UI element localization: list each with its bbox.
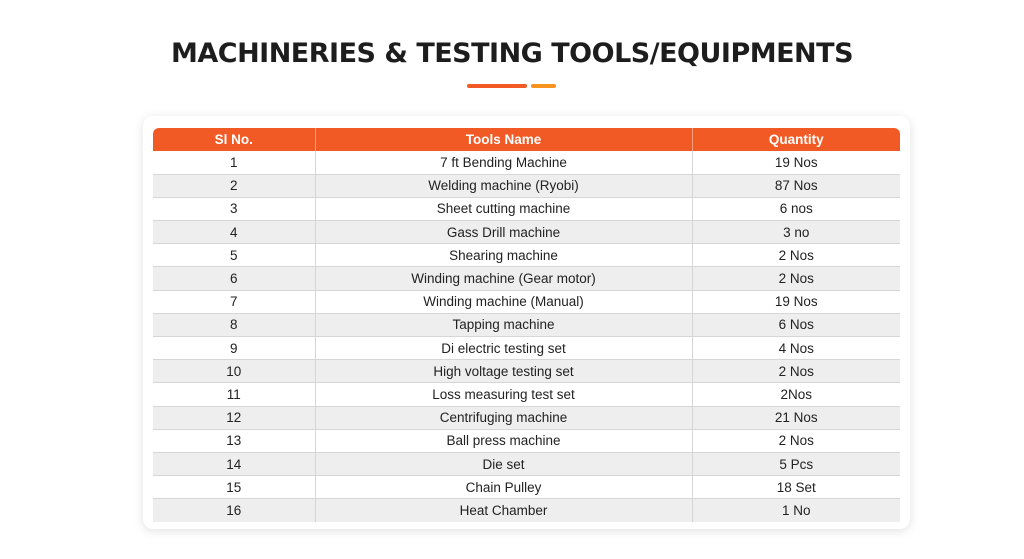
table-row [153,244,900,267]
cell-quantity: 2 Nos [692,360,900,383]
cell-sl-no: 15 [153,476,315,499]
table-row [153,290,900,313]
cell-quantity: 6 Nos [692,313,900,336]
header-sl-no: Sl No. [153,128,315,151]
cell-sl-no: 12 [153,406,315,429]
table-row [153,452,900,475]
cell-quantity: 5 Pcs [692,452,900,475]
cell-tool-name: Winding machine (Gear motor) [315,267,692,290]
cell-quantity: 21 Nos [692,406,900,429]
table-row [153,221,900,244]
cell-tool-name: Welding machine (Ryobi) [315,174,692,197]
cell-sl-no: 1 [153,151,315,174]
cell-sl-no: 9 [153,337,315,360]
cell-sl-no: 13 [153,429,315,452]
cell-tool-name: Die set [315,452,692,475]
cell-tool-name: 7 ft Bending Machine [315,151,692,174]
table-row [153,337,900,360]
table-row [153,383,900,406]
cell-quantity: 2Nos [692,383,900,406]
table-row [153,406,900,429]
equipment-table [153,128,900,522]
cell-sl-no: 14 [153,452,315,475]
underline-secondary-segment [531,84,556,88]
cell-quantity: 1 No [692,499,900,522]
table-row [153,499,900,522]
cell-tool-name: Winding machine (Manual) [315,290,692,313]
table-row [153,267,900,290]
underline-primary-segment [467,84,527,88]
cell-quantity: 18 Set [692,476,900,499]
cell-quantity: 4 Nos [692,337,900,360]
cell-quantity: 2 Nos [692,429,900,452]
cell-quantity: 2 Nos [692,267,900,290]
table-row [153,313,900,336]
cell-quantity: 2 Nos [692,244,900,267]
table-row [153,197,900,220]
cell-sl-no: 8 [153,313,315,336]
cell-quantity: 6 nos [692,197,900,220]
cell-tool-name: Di electric testing set [315,337,692,360]
cell-tool-name: Chain Pulley [315,476,692,499]
cell-quantity: 87 Nos [692,174,900,197]
cell-tool-name: Loss measuring test set [315,383,692,406]
cell-tool-name: Shearing machine [315,244,692,267]
cell-quantity: 19 Nos [692,151,900,174]
header-tools-name: Tools Name [315,128,692,151]
table-row [153,174,900,197]
cell-tool-name: Gass Drill machine [315,221,692,244]
table-header [153,128,900,151]
cell-sl-no: 16 [153,499,315,522]
cell-sl-no: 3 [153,197,315,220]
cell-tool-name: High voltage testing set [315,360,692,383]
cell-sl-no: 4 [153,221,315,244]
title-underline [467,84,556,88]
table-row [153,360,900,383]
cell-sl-no: 5 [153,244,315,267]
cell-tool-name: Heat Chamber [315,499,692,522]
table-body [153,151,900,522]
table-row [153,151,900,174]
table-card [143,116,910,529]
cell-sl-no: 11 [153,383,315,406]
cell-tool-name: Sheet cutting machine [315,197,692,220]
cell-tool-name: Centrifuging machine [315,406,692,429]
table-row [153,476,900,499]
header-quantity: Quantity [692,128,900,151]
page-title: MACHINERIES & TESTING TOOLS/EQUIPMENTS [170,38,854,69]
cell-tool-name: Ball press machine [315,429,692,452]
header-row [153,128,900,151]
cell-sl-no: 10 [153,360,315,383]
cell-sl-no: 7 [153,290,315,313]
cell-tool-name: Tapping machine [315,313,692,336]
cell-quantity: 19 Nos [692,290,900,313]
table-row [153,429,900,452]
cell-sl-no: 2 [153,174,315,197]
cell-quantity: 3 no [692,221,900,244]
cell-sl-no: 6 [153,267,315,290]
